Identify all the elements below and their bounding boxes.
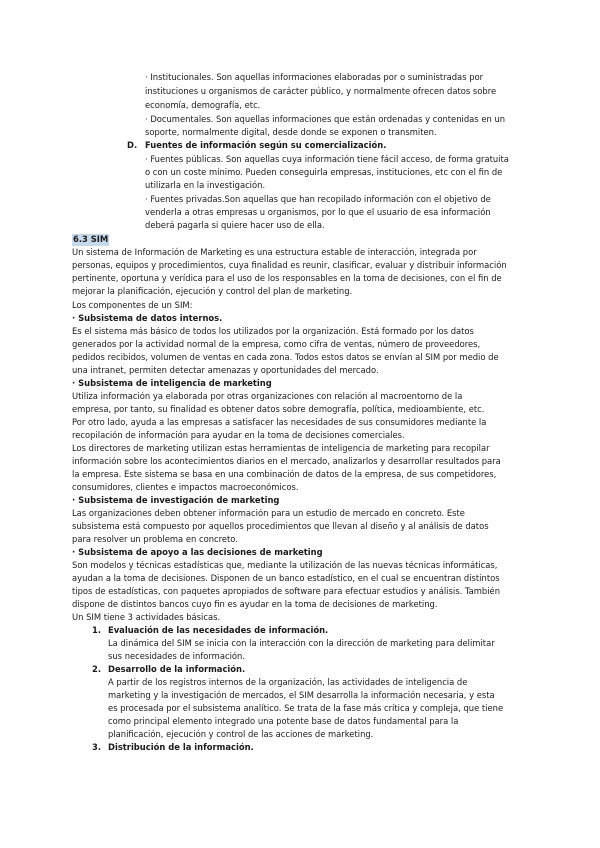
- text-line: A partir de los registros internos de la organización, las actividades de inteligencia de: [108, 677, 468, 687]
- text-line: · Fuentes privadas.Son aquellas que han recopilado información con el objetivo de: [145, 194, 491, 204]
- subsection-title: · Subsistema de investigación de marketing: [72, 495, 280, 505]
- text-line: marketing y la investigación de mercados, el SIM desarrolla la información necesaria, y esta: [108, 690, 495, 700]
- text-line: utilizarla en la investigación.: [145, 180, 266, 190]
- list-item-title: Desarrollo de la información.: [108, 664, 246, 674]
- list-marker: 3.: [92, 742, 102, 752]
- subsection-title: · Subsistema de inteligencia de marketing: [72, 378, 272, 388]
- text-line: La dinámica del SIM se inicia con la interacción con la dirección de marketing para delimitar: [108, 638, 495, 648]
- text-line: soporte, normalmente digital, desde donde se exponen o transmiten.: [145, 127, 437, 137]
- text-line: como principal elemento integrado una potente base de datos fundamental para la: [108, 716, 459, 726]
- text-line: Un SIM tiene 3 actividades básicas.: [72, 612, 221, 622]
- text-line: venderla a otras empresas u organismos, por lo que el usuario de esa información: [145, 207, 491, 217]
- text-line: Los componentes de un SIM:: [72, 300, 193, 310]
- text-line: o con un coste mínimo. Pueden conseguirla empresas, instituciones, etc con el fin de: [145, 167, 503, 177]
- list-item-title: Evaluación de las necesidades de información.: [108, 625, 329, 635]
- text-line: ayudan a la toma de decisiones. Disponen de un banco estadístico, en el cual se encuentran distintos: [72, 573, 500, 583]
- text-line: pedidos recibidos, volumen de ventas en cada zona. Todos estos datos se envían al SIM por medio de: [72, 352, 499, 362]
- text-line: · Institucionales. Son aquellas informaciones elaboradas por o suministradas por: [145, 72, 484, 82]
- list-marker: D.: [127, 140, 138, 150]
- text-line: mejorar la planificación, ejecución y control del plan de marketing.: [72, 286, 353, 296]
- text-line: Utiliza información ya elaborada por otras organizaciones con relación al macroentorno de la: [72, 391, 463, 401]
- list-item-title: Distribución de la información.: [108, 742, 254, 752]
- text-line: subsistema está compuesto por aquellos procedimientos que llevan al diseño y al análisis de datos: [72, 521, 489, 531]
- list-item-title: Fuentes de información según su comercialización.: [145, 140, 387, 150]
- text-line: dispone de distintos bancos cuyo fin es ayudar en la toma de decisiones de marketing.: [72, 599, 438, 609]
- text-line: recopilación de información para ayudar en la toma de decisiones comerciales.: [72, 430, 405, 440]
- list-marker: 1.: [92, 625, 102, 635]
- text-line: · Documentales. Son aquellas informaciones que están ordenadas y contenidas en un: [145, 114, 506, 124]
- section-heading: 6.3 SIM: [73, 234, 109, 244]
- subsection-title: · Subsistema de datos internos.: [72, 313, 223, 323]
- subsection-title: · Subsistema de apoyo a las decisiones de marketing: [72, 547, 323, 557]
- text-line: Un sistema de Información de Marketing es una estructura estable de interacción, integrada por: [72, 247, 477, 257]
- text-line: es procesada por el subsistema analítico. Se trata de la fase más crítica y compleja, que tiene: [108, 703, 504, 713]
- text-line: empresa, por tanto, su finalidad es obtener datos sobre demografía, política, medioambiente, etc.: [72, 404, 485, 414]
- text-line: personas, equipos y procedimientos, cuya finalidad es reunir, clasificar, evaluar y distribuir información: [72, 260, 507, 270]
- text-line: generados por la actividad normal de la empresa, como cifra de ventas, número de proveedores,: [72, 339, 481, 349]
- text-line: economía, demografía, etc.: [145, 100, 261, 110]
- text-line: Son modelos y técnicas estadísticas que, mediante la utilización de las nuevas técnicas informáticas,: [72, 560, 498, 570]
- text-line: Las organizaciones deben obtener información para un estudio de mercado en concreto. Este: [72, 508, 465, 518]
- text-line: Los directores de marketing utilizan estas herramientas de inteligencia de marketing para recopilar: [72, 443, 490, 453]
- text-line: la empresa. Este sistema se basa en una combinación de datos de la empresa, de sus competidores,: [72, 469, 497, 479]
- text-line: sus necesidades de información.: [108, 651, 245, 661]
- text-line: tipos de estadísticas, con paquetes apropiados de software para efectuar estudios y análisis. También: [72, 586, 501, 596]
- text-line: Es el sistema más básico de todos los utilizados por la organización. Está formado por los datos: [72, 326, 474, 336]
- text-line: información sobre los acontecimientos diarios en el mercado, analizarlos y desarrollar resultados para: [72, 456, 501, 466]
- text-line: consumidores, clientes e impactos macroeconómicos.: [72, 482, 299, 492]
- text-line: pertinente, oportuna y verídica para el uso de los responsables en la toma de decisiones, con el fin de: [72, 273, 502, 283]
- text-line: Por otro lado, ayuda a las empresas a satisfacer las necesidades de sus consumidores mediante la: [72, 417, 487, 427]
- text-line: una intranet, permiten detectar amenazas y oportunidades del mercado.: [72, 365, 379, 375]
- text-line: · Fuentes públicas. Son aquellas cuya información tiene fácil acceso, de forma gratuita: [145, 154, 509, 164]
- list-marker: 2.: [92, 664, 102, 674]
- text-line: para resolver un problema en concreto.: [72, 534, 238, 544]
- text-line: planificación, ejecución y control de las acciones de marketing.: [108, 729, 374, 739]
- text-line: instituciones u organismos de carácter público, y normalmente ofrecen datos sobre: [145, 86, 497, 96]
- text-line: deberá pagarla si quiere hacer uso de ella.: [145, 220, 325, 230]
